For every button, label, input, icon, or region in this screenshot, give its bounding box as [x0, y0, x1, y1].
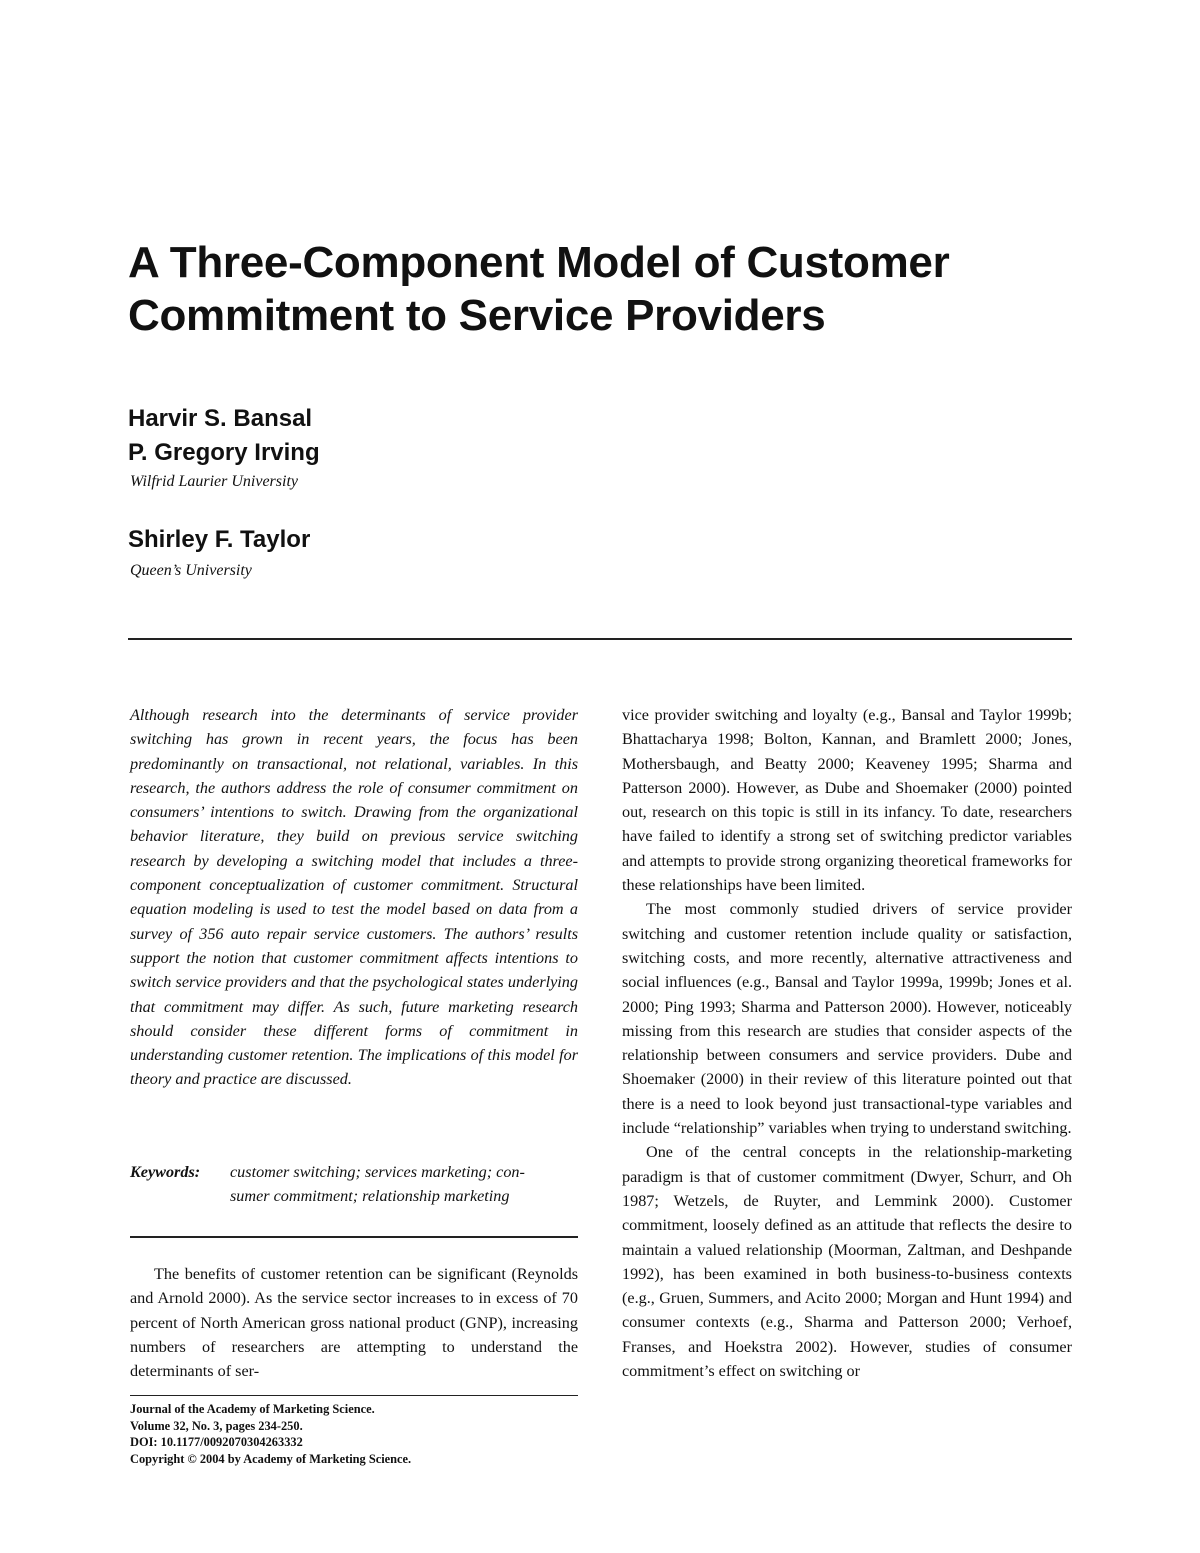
keywords-list: [230, 1160, 578, 1209]
footnote-journal: Journal of the Academy of Marketing Science.: [130, 1402, 375, 1416]
footnote-divider: [130, 1395, 578, 1396]
right-paragraph-2: The most commonly studied drivers of service provider switching and customer retention include quality or satisfaction, switching costs, and more recently, alternative attractiveness and social influences (e.g., Bansal and Taylor 1999a, 1999b; Jones et al. 2000; Ping 1993; Sharma and Patterson 2000). However, noticeably missing from this research are studies that consider aspects of the relationship between consumers and service providers. Dube and Shoemaker (2000) in their review of this literature pointed out that there is a need to look beyond just transactional-type variables and include “relationship” variables when trying to understand switching.: [622, 900, 1072, 1138]
affiliation-2: Queen’s University: [130, 562, 252, 579]
right-paragraph-1: vice provider switching and loyalty (e.g., Bansal and Taylor 1999b; Bhattacharya 1998; Bolton, Kannan, and Bramlett 2000; Jones, Mothersbaugh, and Beatty 2000; Keaveney 1995; Sharma and Patterson 2000). However, as Dube and Shoemaker (2000) pointed out, research on this topic is still in its infancy. To date, researchers have failed to identify a strong set of switching predictor variables and attempts to provide strong organizing theoretical frameworks for these relationships have been limited.: [622, 706, 1072, 895]
title-line-1: A Three-Component Model of Customer: [128, 238, 950, 287]
author-name-3: Shirley F. Taylor: [128, 526, 311, 553]
keywords-line-2: sumer commitment; relationship marketing: [230, 1187, 510, 1206]
header-divider: [128, 638, 1072, 640]
keywords-label: Keywords:: [130, 1163, 201, 1181]
article-title: [128, 236, 1088, 342]
affiliation-1: Wilfrid Laurier University: [130, 473, 298, 490]
intro-text: The benefits of customer retention can be significant (Reynolds and Arnold 2000). As the service sector increases to in excess of 70 percent of North American gross national product (GNP), increasing numbers of researchers are attempting to understand the determinants of ser-: [130, 1265, 578, 1381]
right-column: [622, 703, 1072, 1383]
footnote-doi: DOI: 10.1177/0092070304263332: [130, 1435, 303, 1449]
title-line-2: Commitment to Service Providers: [128, 291, 826, 340]
keywords-line-1: customer switching; services marketing; con-: [230, 1163, 525, 1181]
right-paragraph-3: One of the central concepts in the relationship-marketing paradigm is that of customer commitment (Dwyer, Schurr, and Oh 1987; Wetzels, de Ruyter, and Lemmink 2000). Customer commitment, loosely defined as an attitude that reflects the desire to maintain a valued relationship (Moorman, Zaltman, and Deshpande 1992), has been examined in both business-to-business contexts (e.g., Gruen, Summers, and Acito 2000; Morgan and Hunt 1994) and consumer contexts (e.g., Sharma and Patterson 2000; Verhoef, Franses, and Hoekstra 2002). However, studies of consumer commitment’s effect on switching or: [622, 1143, 1072, 1381]
footnote-copyright: Copyright © 2004 by Academy of Marketing Science.: [130, 1451, 412, 1466]
author-name-1: Harvir S. Bansal: [128, 405, 313, 432]
footnote-volume: Volume 32, No. 3, pages 234-250.: [130, 1418, 303, 1433]
abstract-divider: [130, 1236, 578, 1238]
author-name-2: P. Gregory Irving: [128, 439, 320, 466]
intro-paragraph: [130, 1262, 578, 1383]
journal-footnote: [130, 1401, 578, 1467]
abstract: Although research into the determinants of service provider switching has grown in recent years, the focus has been predominantly on transactional, not relational, variables. In this research, the authors address the role of consumer commitment on consumers’ intentions to switch. Drawing from the organizational behavior literature, they build on previous service switching research by developing a switching model that includes a three-component conceptualization of customer commitment. Structural equation modeling is used to test the model based on data from a survey of 356 auto repair service customers. The authors’ results support the notion that customer commitment affects intentions to switch service providers and that the psychological states underlying that commitment may differ. As such, future marketing research should consider these different forms of commitment in understanding customer retention. The implications of this model for theory and practice are discussed.: [130, 706, 578, 1089]
